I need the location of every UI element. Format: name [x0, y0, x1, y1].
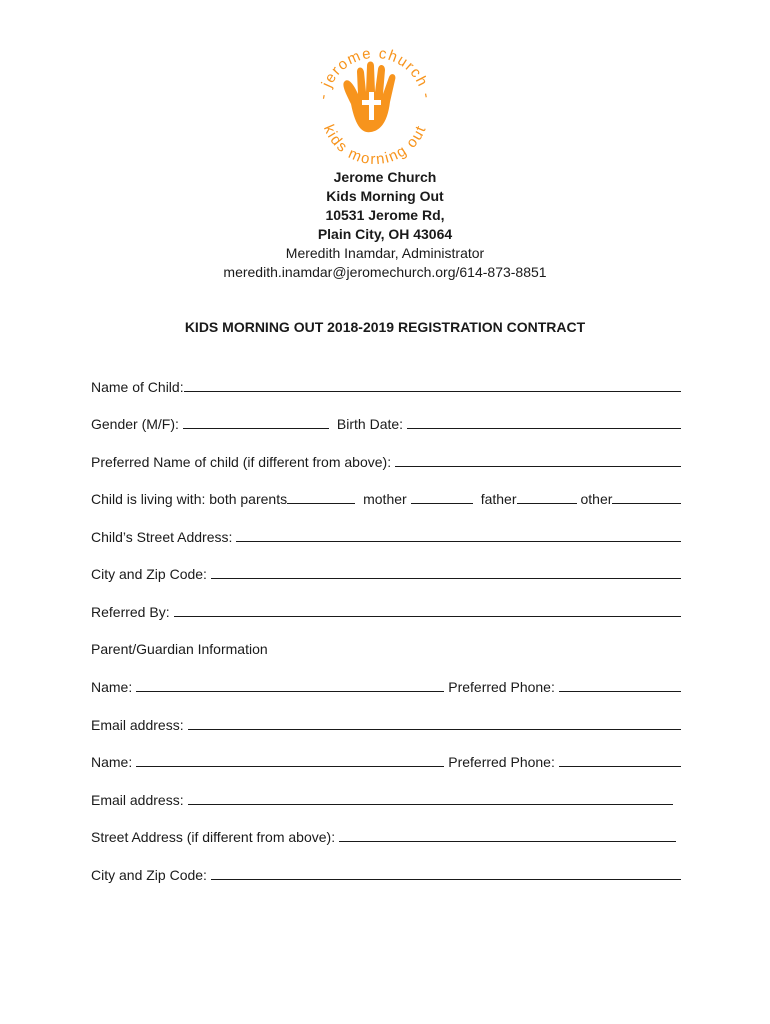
mother-field[interactable] [411, 489, 473, 504]
parent-section-row [91, 637, 681, 657]
parent-street-field[interactable] [339, 827, 676, 842]
referred-by-row [91, 600, 681, 620]
org-name: Jerome Church [333, 169, 437, 185]
parent2-email-field[interactable] [188, 790, 673, 805]
gender-field[interactable] [183, 414, 329, 429]
city-state-zip: Plain City, OH 43064 [317, 226, 453, 242]
child-city-zip-label: City and Zip Code: [91, 566, 207, 582]
form-title: KIDS MORNING OUT 2018-2019 REGISTRATION CONTRACT [184, 319, 586, 335]
contact-name: Meredith Inamdar, Administrator [285, 245, 485, 261]
referred-by-field[interactable] [174, 602, 681, 617]
parent2-phone-label: Preferred Phone: [448, 754, 555, 770]
parent-street-row [91, 825, 676, 845]
parent-city-zip-label: City and Zip Code: [91, 867, 207, 883]
parent1-name-label: Name: [91, 679, 133, 695]
program-name: Kids Morning Out [326, 188, 444, 204]
parent1-phone-field[interactable] [559, 677, 681, 692]
parent2-email-label: Email address: [91, 792, 184, 808]
birth-date-label: Birth Date: [336, 416, 404, 432]
parent1-phone-label: Preferred Phone: [448, 679, 555, 695]
birth-date-field[interactable] [407, 414, 681, 429]
parent2-name-label: Name: [91, 754, 133, 770]
referred-by-label: Referred By: [91, 604, 170, 620]
child-name-field[interactable] [184, 377, 681, 392]
child-name-row [91, 375, 681, 395]
logo-ring-top-text: - jerome church - [314, 44, 436, 101]
child-name-label: Name of Child: [91, 379, 184, 395]
preferred-name-field[interactable] [395, 452, 681, 467]
parent2-phone-field[interactable] [559, 752, 681, 767]
parent-section-heading: Parent/Guardian Information [91, 641, 268, 657]
parent-city-zip-field[interactable] [211, 865, 681, 880]
living-with-row [91, 487, 681, 507]
parent1-email-field[interactable] [188, 715, 681, 730]
hand-cross-icon [343, 62, 395, 133]
letterhead [0, 168, 770, 282]
other-field[interactable] [612, 489, 681, 504]
child-street-field[interactable] [236, 527, 681, 542]
parent-city-zip-row [91, 863, 681, 883]
parent1-email-row [91, 713, 681, 733]
jerome-church-logo [305, 40, 445, 168]
preferred-name-label: Preferred Name of child (if different from above): [91, 454, 392, 470]
child-street-label: Child’s Street Address: [91, 529, 233, 545]
mother-label: mother [363, 491, 407, 507]
child-street-row [91, 525, 681, 545]
parent1-name-field[interactable] [136, 677, 444, 692]
father-field[interactable] [517, 489, 577, 504]
contact-info: meredith.inamdar@jeromechurch.org/614-873-8851 [223, 264, 547, 280]
child-city-zip-row [91, 562, 681, 582]
parent1-name-row [91, 675, 681, 695]
other-label: other [580, 491, 613, 507]
parent1-email-label: Email address: [91, 717, 184, 733]
parent2-name-field[interactable] [136, 752, 444, 767]
child-city-zip-field[interactable] [211, 564, 681, 579]
both-parents-field[interactable] [287, 489, 355, 504]
parent-street-label: Street Address (if different from above): [91, 829, 336, 845]
preferred-name-row [91, 450, 681, 470]
logo-ring-bottom-text: kids morning out [320, 122, 430, 168]
gender-label: Gender (M/F): [91, 416, 179, 432]
parent2-email-row [91, 788, 673, 808]
street-address: 10531 Jerome Rd, [325, 207, 445, 223]
gender-birthdate-row [91, 412, 681, 432]
living-with-label: Child is living with: both parents [91, 491, 288, 507]
father-label: father [480, 491, 517, 507]
parent2-name-row [91, 750, 681, 770]
